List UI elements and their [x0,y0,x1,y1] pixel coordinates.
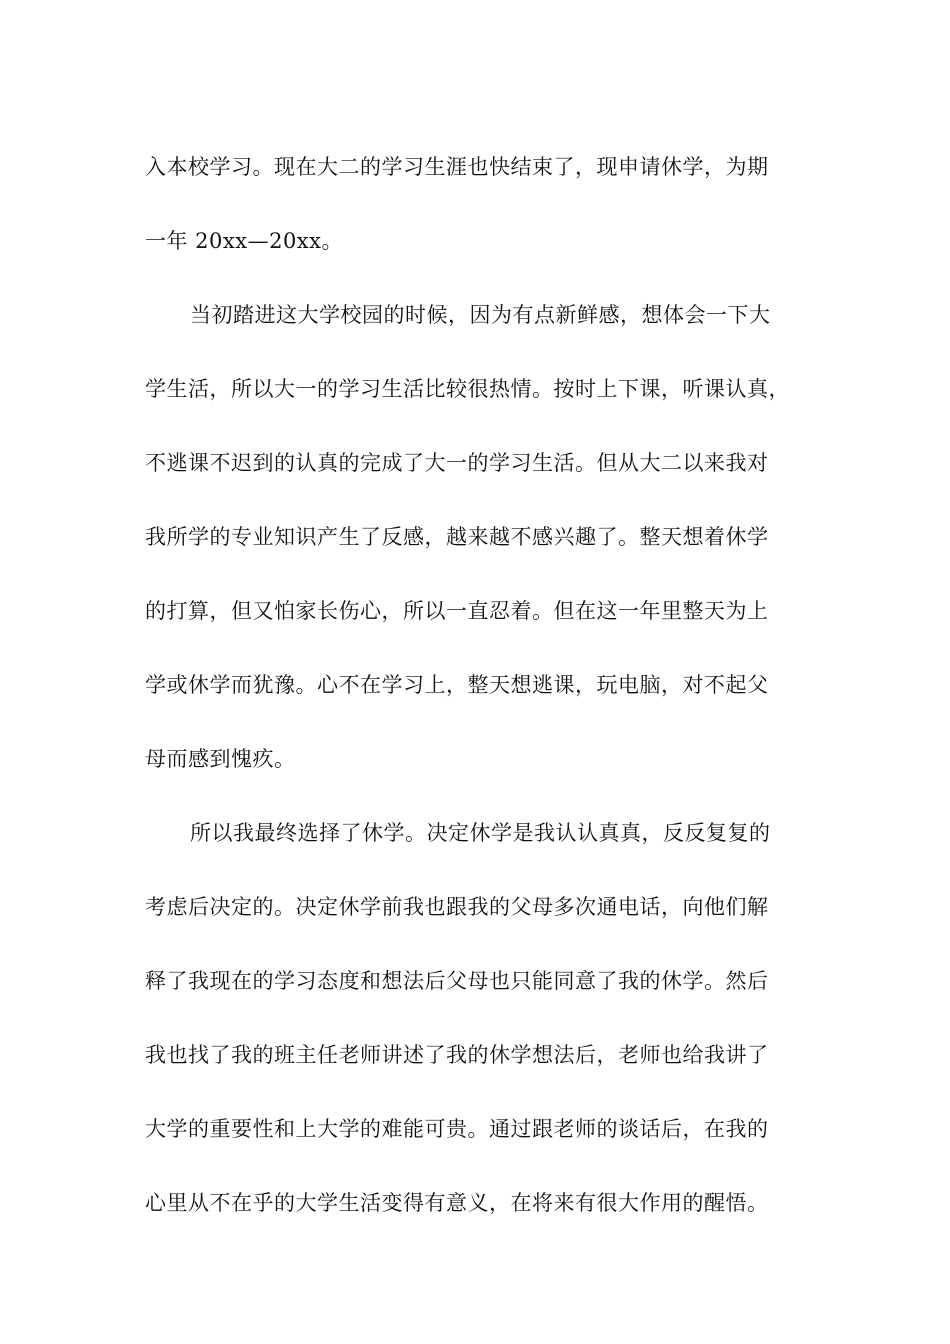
text-line: 母而感到愧疚。 [145,747,296,771]
text-line: 考虑后决定的。决定休学前我也跟我的父母多次通电话，向他们解 [145,895,769,919]
text-line: 一年 20xx—20xx。 [145,229,343,253]
text-line: 大学的重要性和上大学的难能可贵。通过跟老师的谈话后，在我的 [145,1117,769,1141]
text-line: 入本校学习。现在大二的学习生涯也快结束了，现申请休学，为期 [145,155,769,179]
text-line: 我也找了我的班主任老师讲述了我的休学想法后，老师也给我讲了 [145,1043,769,1067]
text-line: 学或休学而犹豫。心不在学习上，整天想逃课，玩电脑，对不起父 [145,673,769,697]
text-line: 心里从不在乎的大学生活变得有意义，在将来有很大作用的醒悟。 [145,1191,769,1215]
text-line: 释了我现在的学习态度和想法后父母也只能同意了我的休学。然后 [145,969,769,993]
paragraph-start-line: 当初踏进这大学校园的时候，因为有点新鲜感，想体会一下大 [190,303,771,327]
text-line: 不逃课不迟到的认真的完成了大一的学习生活。但从大二以来我对 [145,451,769,475]
paragraph-start-line: 所以我最终选择了休学。决定休学是我认认真真，反反复复的 [190,821,771,845]
text-line: 学生活，所以大一的学习生活比较很热情。按时上下课，听课认真， [145,377,790,401]
document-body [145,130,810,1240]
text-line: 我所学的专业知识产生了反感，越来越不感兴趣了。整天想着休学 [145,525,769,549]
text-line: 的打算，但又怕家长伤心，所以一直忍着。但在这一年里整天为上 [145,599,769,623]
